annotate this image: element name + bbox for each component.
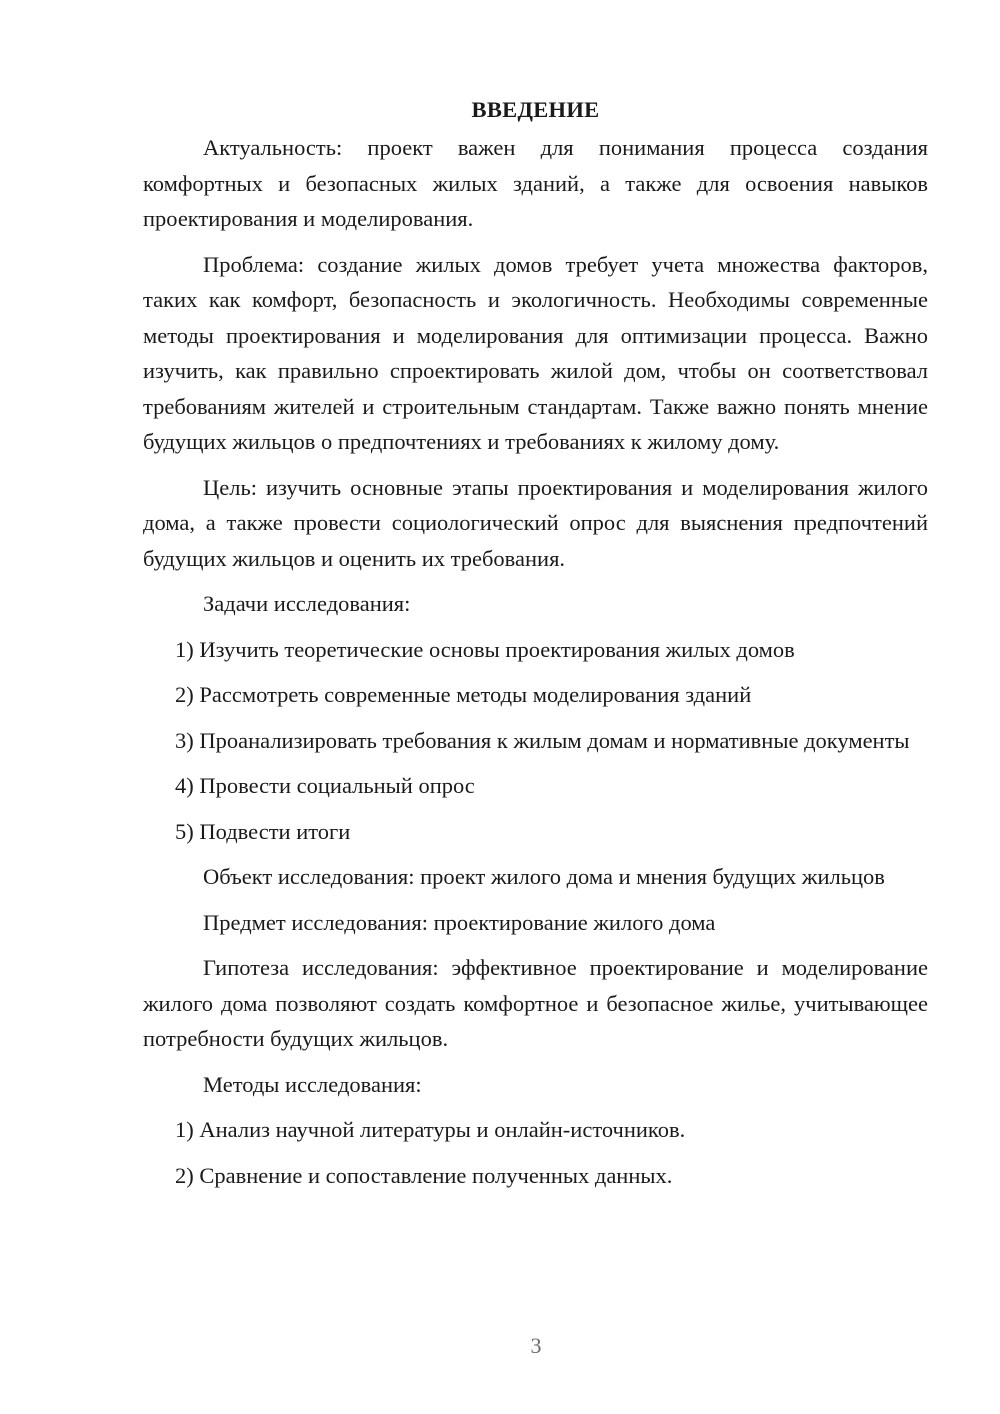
- goal-paragraph: Цель: изучить основные этапы проектирования и моделирования жилого дома, а также провести социологический опрос для выяснения предпочтений будущих жильцов и оценить их требования.: [143, 474, 928, 571]
- problem-paragraph: Проблема: создание жилых домов требует учета множества факторов, таких как комфорт, безопасность и экологичность. Необходимы современные методы проектирования и моделирования для оптимизации процесса. Важно изучить, как правильно спроектировать жилой дом, чтобы он соответствовал требованиям жителей и строительным стандартам. Также важно понять мнение будущих жильцов о предпочтениях и требованиях к жилому дому.: [143, 251, 928, 454]
- method-item: 1) Анализ научной литературы и онлайн-источников.: [175, 1117, 686, 1142]
- document-heading: ВВЕДЕНИЕ: [471, 97, 600, 122]
- task-item: 2) Рассмотреть современные методы моделирования зданий: [175, 682, 752, 707]
- relevance-paragraph: Актуальность: проект важен для понимания процесса создания комфортных и безопасных жилых зданий, а также для освоения навыков проектирования и моделирования.: [143, 135, 928, 231]
- tasks-title: Задачи исследования:: [203, 591, 411, 616]
- page-number: 3: [530, 1333, 542, 1358]
- subject-paragraph: Предмет исследования: проектирование жилого дома: [203, 909, 716, 935]
- task-item: 3) Проанализировать требования к жилым домам и нормативные документы: [175, 727, 910, 753]
- task-item: 5) Подвести итоги: [175, 818, 351, 844]
- object-paragraph: Объект исследования: проект жилого дома и мнения будущих жильцов: [203, 864, 885, 889]
- hypothesis-paragraph: Гипотеза исследования: эффективное проектирование и моделирование жилого дома позволяют создать комфортное и безопасное жилье, учитывающее потребности будущих жильцов.: [143, 955, 928, 1051]
- methods-title: Методы исследования:: [203, 1071, 422, 1097]
- method-item: 2) Сравнение и сопоставление полученных данных.: [175, 1162, 673, 1188]
- task-item: 4) Провести социальный опрос: [175, 773, 475, 798]
- document-page: [143, 92, 928, 1203]
- task-item: 1) Изучить теоретические основы проектирования жилых домов: [175, 636, 795, 662]
